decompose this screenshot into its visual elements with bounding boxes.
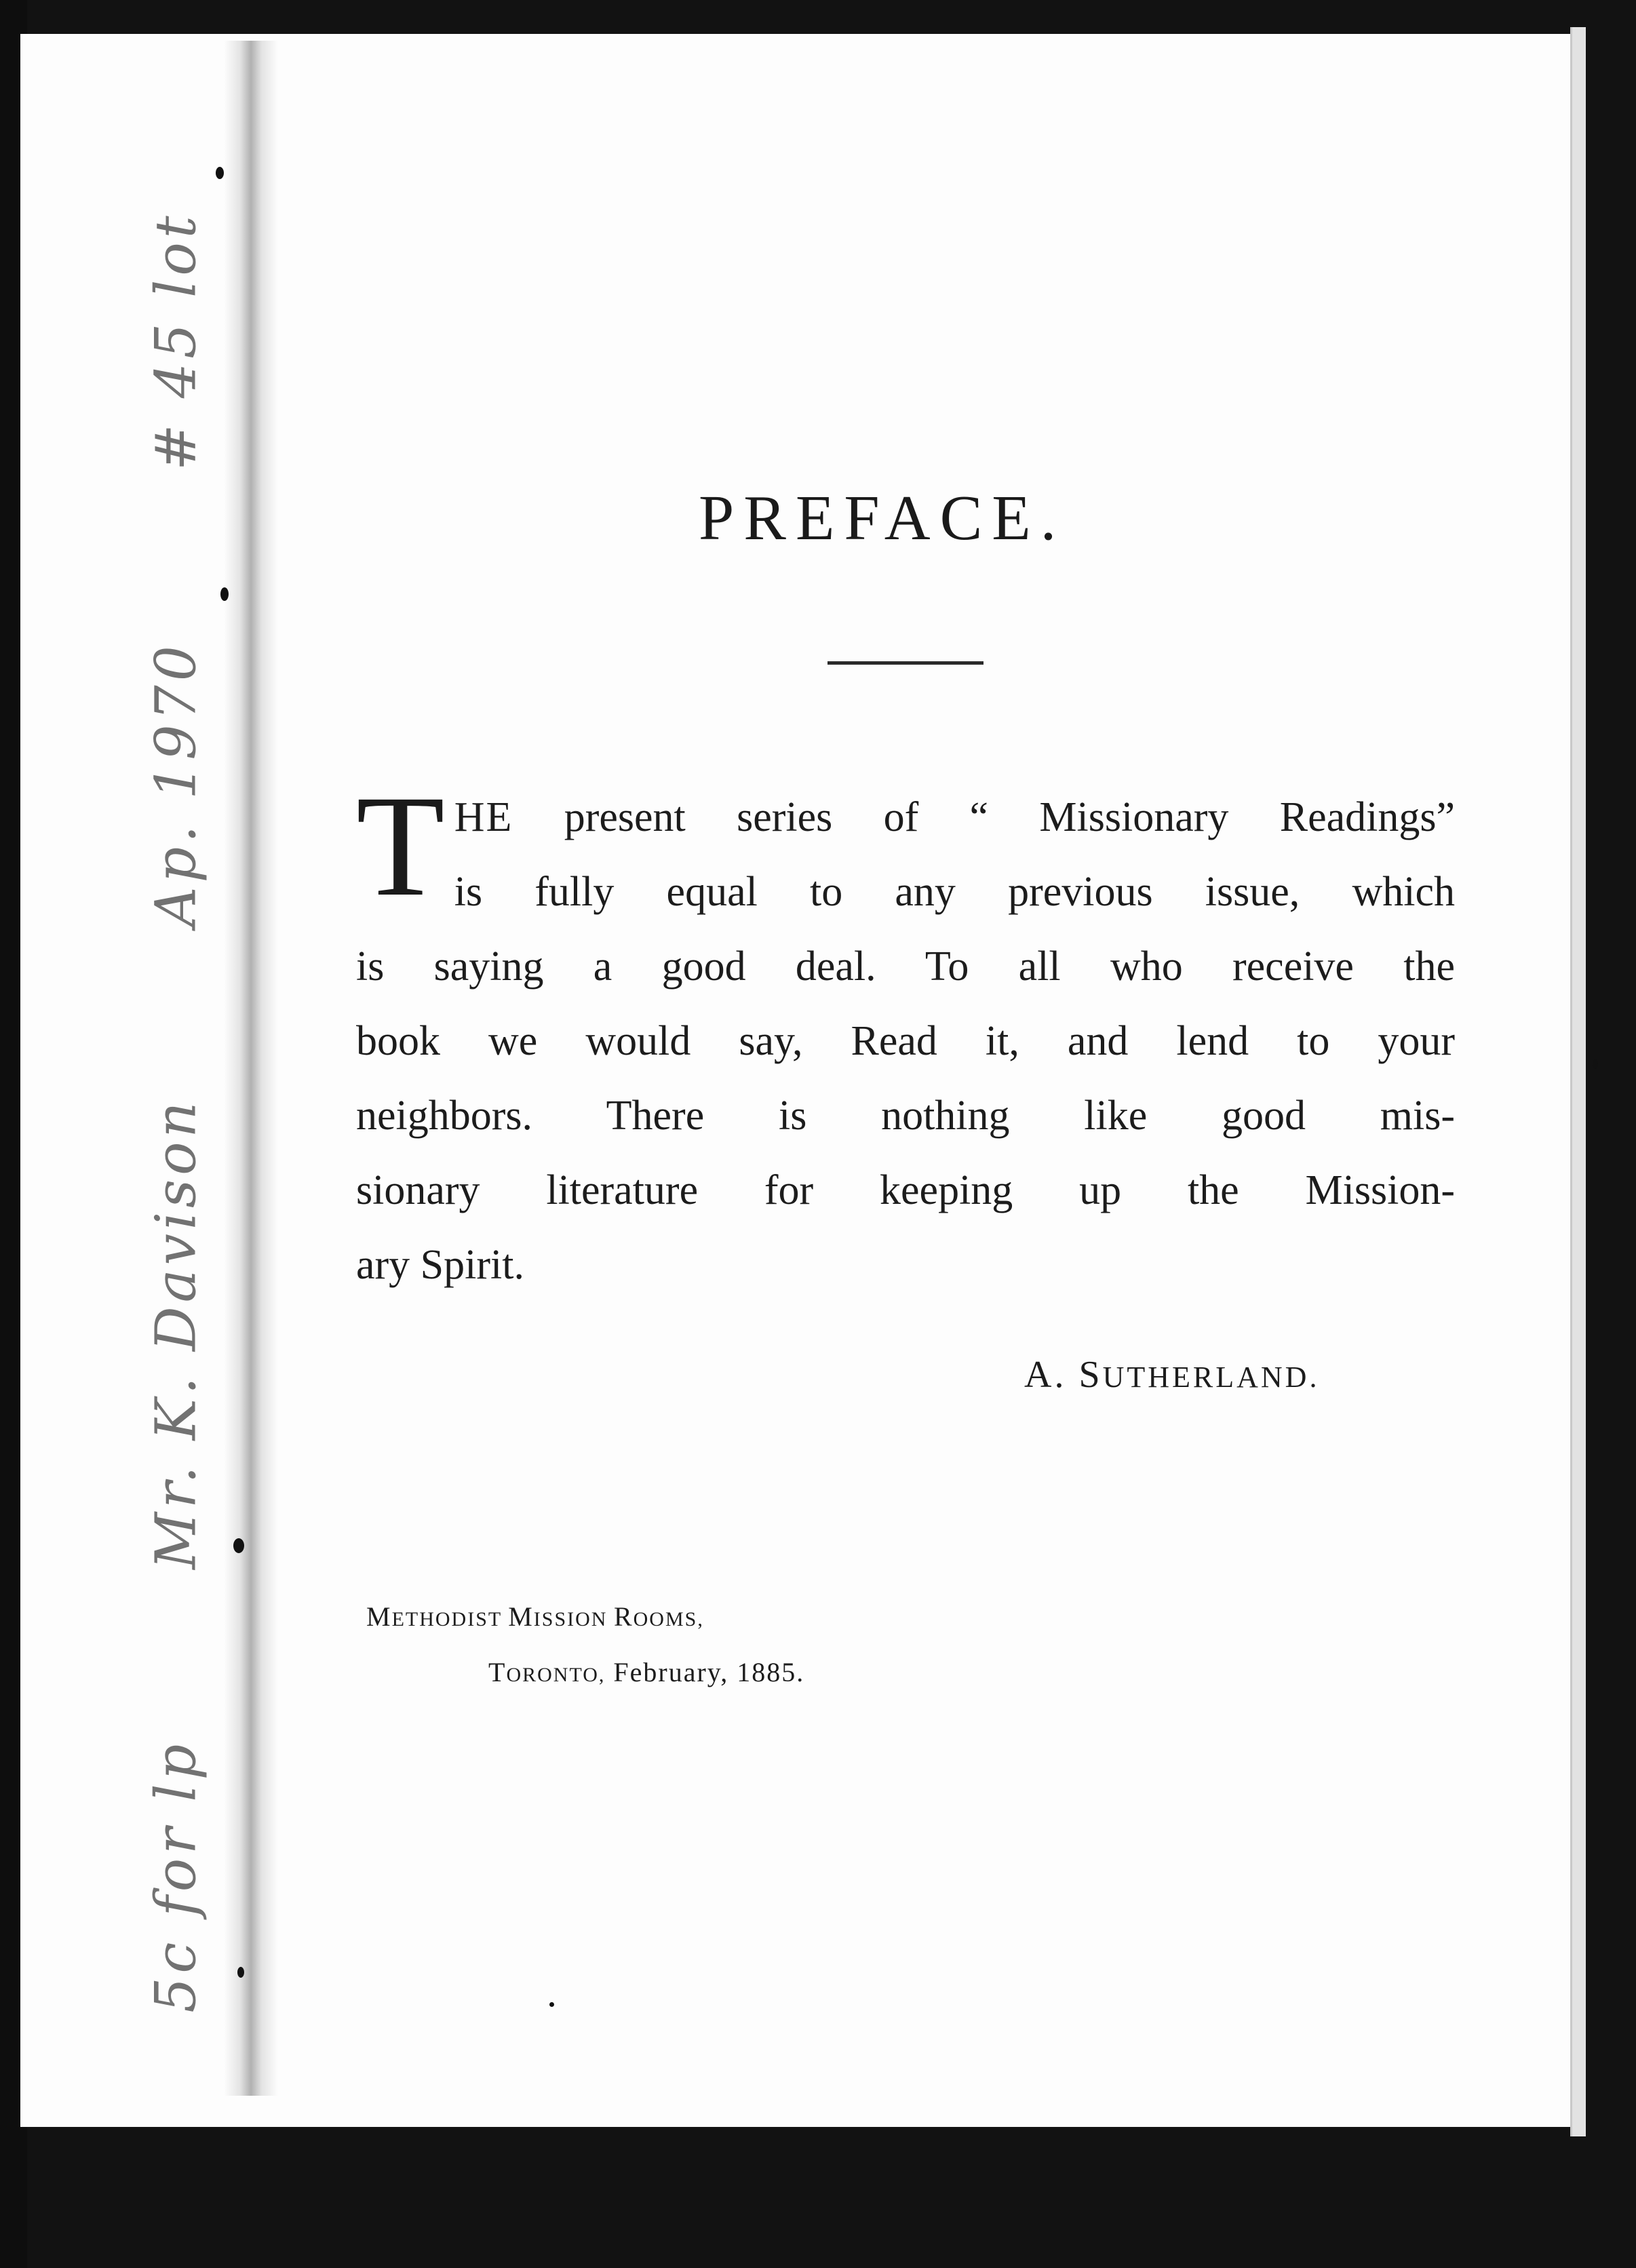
body-line: is saying a good deal. To all who receive the bbox=[356, 943, 1455, 990]
binding-mark bbox=[220, 587, 229, 601]
binding-mark bbox=[233, 1538, 244, 1553]
imprint-cap: T bbox=[488, 1657, 507, 1687]
title-divider bbox=[827, 661, 983, 665]
imprint-date: February, 1885. bbox=[605, 1657, 805, 1687]
body-line: ary Spirit. bbox=[356, 1242, 524, 1288]
author-signature bbox=[1024, 1353, 1499, 1396]
imprint-smallcaps: ETHODIST bbox=[391, 1608, 509, 1630]
margin-note-date: Ap. 1970 bbox=[144, 642, 209, 927]
page-title: PREFACE. bbox=[699, 483, 1066, 553]
body-line-text: present series of “ Missionary Readings” bbox=[513, 794, 1455, 840]
body-line: is fully equal to any previous issue, which bbox=[454, 869, 1455, 915]
imprint-cap: M bbox=[366, 1601, 392, 1632]
binding-mark bbox=[216, 167, 224, 179]
handwritten-margin-note bbox=[144, 129, 209, 2096]
body-line bbox=[356, 780, 1455, 855]
first-word-rest: HE bbox=[454, 794, 513, 840]
imprint-cap: M bbox=[508, 1601, 534, 1632]
margin-note-name: Mr. K. Davison bbox=[144, 1097, 209, 1569]
body-line: sionary literature for keeping up the Mission- bbox=[356, 1167, 1455, 1213]
imprint-smallcaps: OOMS, bbox=[633, 1608, 704, 1630]
speck-mark bbox=[549, 2002, 554, 2007]
imprint-smallcaps: ORONTO, bbox=[506, 1664, 606, 1686]
binding-gutter bbox=[224, 41, 278, 2096]
margin-note-price: 5c for lp bbox=[144, 1740, 209, 2013]
imprint-line-2 bbox=[366, 1646, 977, 1702]
body-line: book we would say, Read it, and lend to your bbox=[356, 1018, 1455, 1064]
imprint-cap: R bbox=[613, 1601, 634, 1632]
speck-mark bbox=[1593, 1059, 1598, 1069]
imprint-line-1 bbox=[366, 1590, 977, 1646]
preface-body bbox=[356, 766, 1455, 1302]
signature-rest: UTHERLAND. bbox=[1102, 1361, 1320, 1394]
body-line: neighbors. There is nothing like good mis- bbox=[356, 1093, 1455, 1139]
margin-note-lot: # 45 lot bbox=[144, 212, 209, 471]
binding-mark bbox=[237, 1967, 244, 1978]
imprint-smallcaps: ISSION bbox=[533, 1608, 614, 1630]
drop-cap: T bbox=[356, 766, 445, 926]
signature-initial: A. S bbox=[1024, 1354, 1103, 1396]
imprint bbox=[366, 1590, 977, 1702]
page-edge bbox=[1570, 27, 1586, 2136]
